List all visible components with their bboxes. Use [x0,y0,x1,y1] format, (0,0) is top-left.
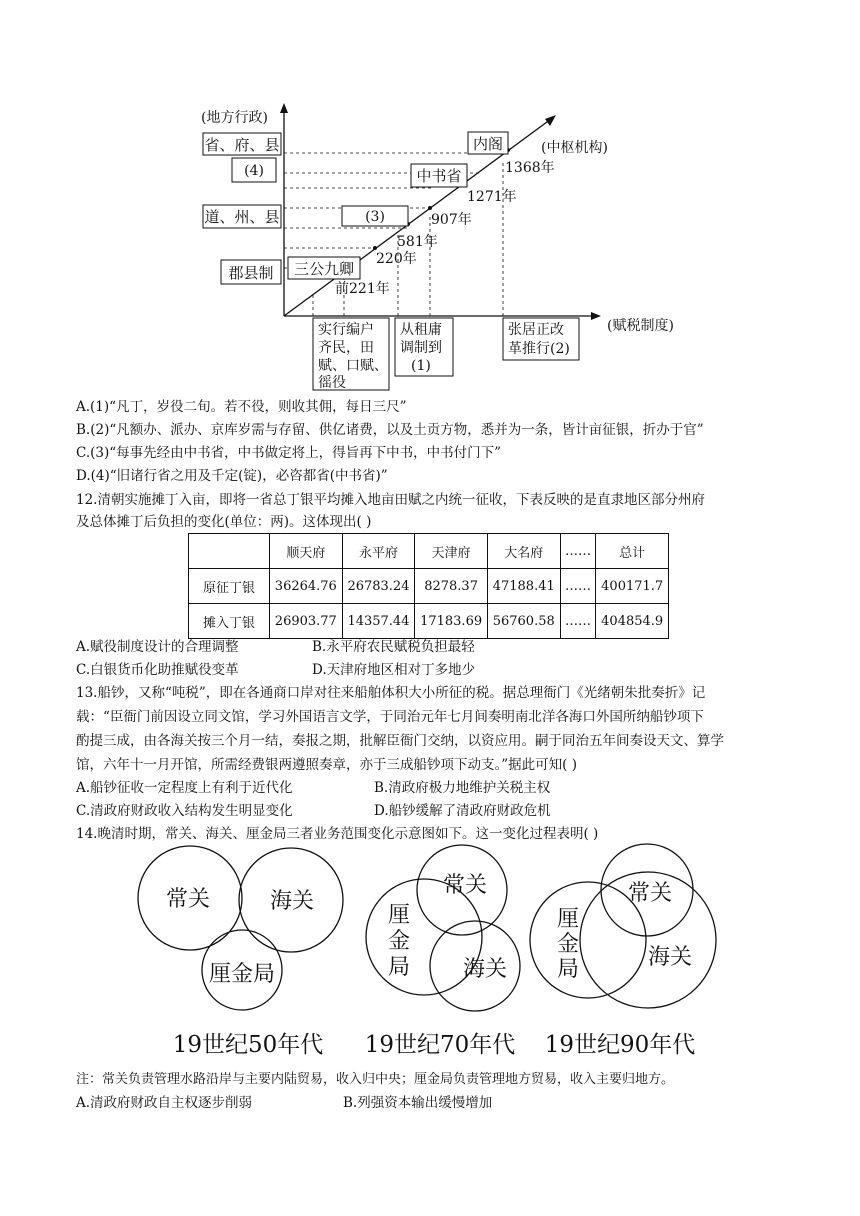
bottom-box-1-line1: 实行编户 [318,322,374,338]
q12-option-b: B.永平府农民赋税负担最轻 [312,639,475,655]
table-cell: 26903.77 [270,604,343,639]
table-cell: 总计 [596,534,669,569]
policy-diagram [195,100,675,395]
x-axis-label: (赋税制度) [607,318,674,334]
venn70-lijin-2: 金 [387,929,411,954]
table-cell: 14357.44 [342,604,415,639]
table-header-row [189,534,669,569]
q13-stem-line3: 酌提三成，由各海关按三个月一结，奏报之期，批解臣衙门交纳，以资应用。嗣于同治五年间奏设天文、算学 [76,733,724,749]
table-cell: 8278.37 [415,569,488,604]
table-cell: 400171.7 [596,569,669,604]
q12-option-a: A.赋役制度设计的合理调整 [76,639,239,655]
venn50-changguan: 常关 [165,887,211,912]
table-cell: 404854.9 [596,604,669,639]
table-row [189,569,669,604]
left-box-4-text: 郡县制 [228,264,274,282]
q13-option-d: D.船钞缓解了清政府财政危机 [374,803,551,819]
table-row [189,604,669,639]
q12-stem-line1: 12.清朝实施摊丁入亩，即将一省总丁银平均摊入地亩田赋之内统一征收，下表反映的是直隶地区部分州府 [76,492,705,508]
caption-1850s: 19世纪50年代 [172,1032,324,1058]
venn90-lijin-1: 厘 [556,907,580,932]
q11-option-d: D.(4)“旧诸行省之用及千定(锭)，必咨都省(中书省)” [76,468,388,484]
bottom-box-1-line4: 徭役 [318,375,346,391]
bottom-box-2-line1: 从租庸 [400,322,442,338]
left-box-3-text: 道、州、县 [204,208,280,226]
diagonal-arrowhead [545,115,556,126]
q12-option-d: D.天津府地区相对丁多地少 [312,662,476,678]
x-axis-arrow [591,312,601,320]
mid-box-neige-text: 内阁 [472,135,504,153]
y-axis-label: (地方行政) [201,110,268,126]
q12-data-table [188,533,669,639]
year-581: 581年 [397,234,438,250]
q13-option-b: B.清政府极力地维护关税主权 [374,780,551,796]
bottom-box-1-line2: 齐民，田 [318,340,374,356]
mid-box-zhongshu-text: 中书省 [416,167,462,185]
venn70-lijin-1: 厘 [387,903,411,928]
table-cell: 永平府 [342,534,415,569]
table-cell: 47188.41 [487,569,560,604]
year-220: 220年 [376,251,417,267]
venn90-lijin-3: 局 [556,957,580,982]
q13-stem-line2: 载：“臣衙门前因设立同文馆，学习外国语言文学，于同治元年七月间奏明南北洋各海口外国所纳船钞项下 [76,709,704,725]
table-cell: 天津府 [415,534,488,569]
q14-option-b: B.列强资本输出缓慢增加 [343,1095,493,1111]
q11-option-a: A.(1)“凡丁，岁役二旬。若不役，则收其佣，每日三尺” [76,399,407,415]
table-cell: 原征丁银 [189,569,270,604]
bottom-box-1-line3: 赋、口赋、 [318,358,388,374]
table-cell: 26783.24 [342,569,415,604]
q11-option-c: C.(3)“每事先经由中书省，中书做定将上，得旨再下中书，中书付门下” [76,445,502,461]
bottom-box-3-line2: 革推行(2) [508,341,570,357]
table-cell: 摊入丁银 [189,604,270,639]
venn90-haiguan: 海关 [647,945,693,970]
table-cell: …… [560,569,596,604]
y-axis-arrow [280,103,288,113]
table-cell: …… [560,534,596,569]
bottom-box-3-line1: 张居正改 [508,322,564,338]
table-cell: 大名府 [487,534,560,569]
year-907: 907年 [431,212,472,228]
mid-box-3-text: (3) [365,209,385,225]
mid-box-sangong-text: 三公九卿 [293,260,355,278]
venn50-haiguan: 海关 [269,889,315,914]
caption-1870s: 19世纪70年代 [364,1032,516,1058]
year-1368: 1368年 [505,160,555,176]
venn70-haiguan: 海关 [462,957,508,982]
diagonal-arrow [284,119,551,316]
venn90-changguan: 常关 [627,881,673,906]
q13-option-c: C.清政府财政收入结构发生明显变化 [76,803,293,819]
left-box-2-text: (4) [244,163,264,179]
venn90-lijin-2: 金 [556,932,580,957]
venn70-lijin-3: 局 [387,955,411,980]
q14-option-a: A.清政府财政自主权逐步削弱 [76,1095,253,1111]
q13-stem-line1: 13.船钞，又称“吨税”，即在各通商口岸对往来船舶体积大小所征的税。据总理衙门《光绪朝朱批奏折》记 [76,685,706,701]
q14-stem: 14.晚清时期，常关、海关、厘金局三者业务范围变化示意图如下。这一变化过程表明( ) [76,826,599,842]
bottom-box-2-line3: (1) [411,358,431,374]
venn50-lijin: 厘金局 [208,962,276,987]
q12-stem-line2: 及总体摊丁后负担的变化(单位：两)。这体现出( ) [76,514,372,530]
diag-label: (中枢机构) [541,140,608,156]
q13-stem-line4: 馆，六年十一月开馆，所需经费银两遵照奏章，亦于三成船钞项下动支。”据此可知( ) [76,757,577,773]
caption-1890s: 19世纪90年代 [544,1032,696,1058]
table-cell: 36264.76 [270,569,343,604]
table-cell: 56760.58 [487,604,560,639]
q11-option-b: B.(2)“凡额办、派办、京库岁需与存留、供亿诸费，以及土贡方物，悉并为一条，皆计亩征银，折办于官” [76,422,704,438]
year-1271: 1271年 [467,189,517,205]
q12-option-c: C.白银货币化助推赋役变革 [76,662,239,678]
venn70-changguan: 常关 [442,873,488,898]
venn-diagrams [120,840,740,1065]
table-cell: …… [560,604,596,639]
table-cell [189,534,270,569]
bottom-box-2-line2: 调制到 [400,340,442,356]
left-box-1-text: 省、府、县 [204,136,280,154]
q13-option-a: A.船钞征收一定程度上有利于近代化 [76,780,293,796]
q14-note: 注：常关负责管理水路沿岸与主要内陆贸易，收入归中央；厘金局负责管理地方贸易，收入主要归地方。 [76,1072,675,1087]
year-bc221: 前221年 [335,281,390,297]
table-cell: 顺天府 [270,534,343,569]
table-cell: 17183.69 [415,604,488,639]
